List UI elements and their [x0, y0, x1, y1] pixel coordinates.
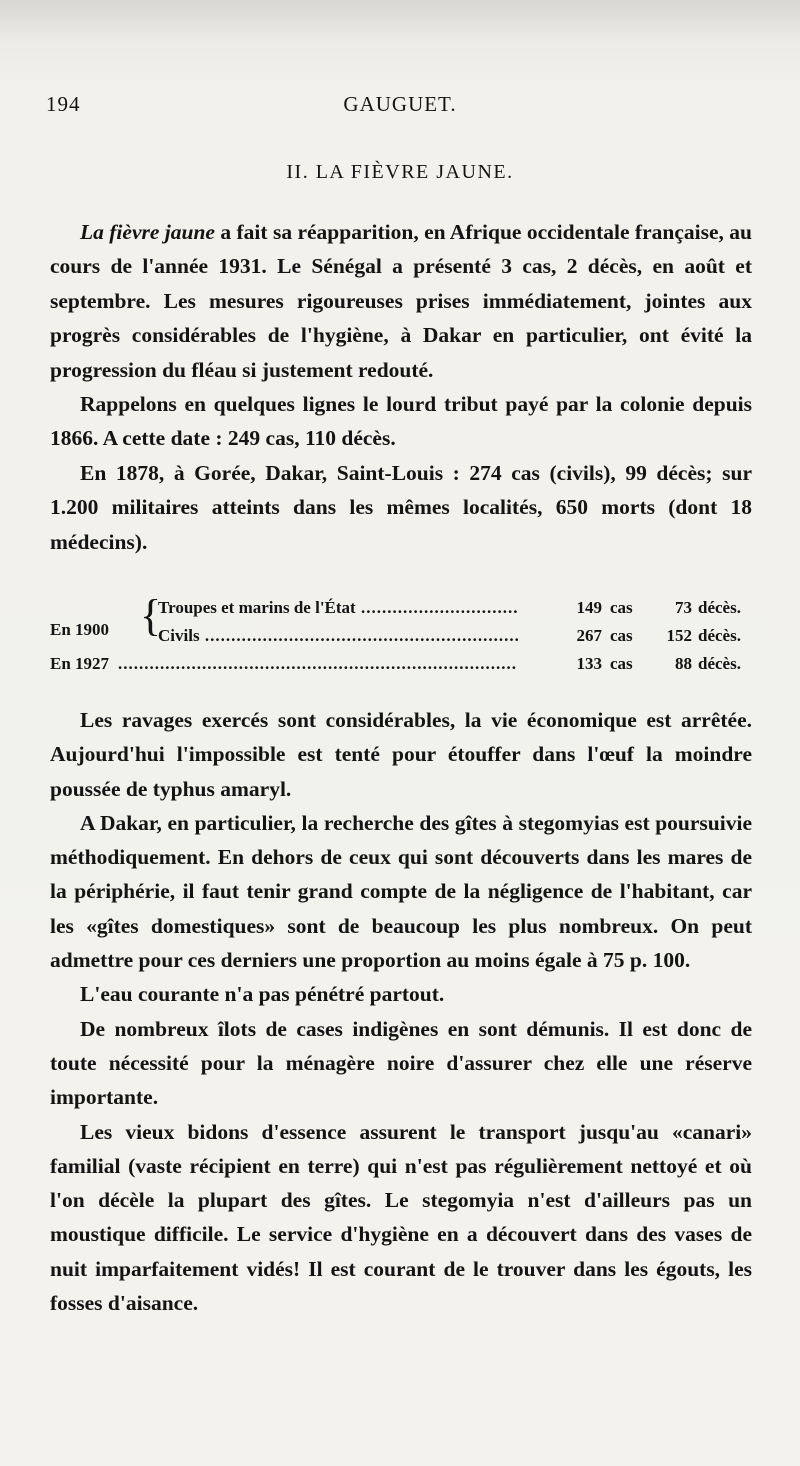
- running-title: GAUGUET.: [343, 92, 457, 116]
- paragraph: En 1878, à Gorée, Dakar, Saint-Louis : 274 cas (civils), 99 décès; sur 1.200 militaires atteints dans les mêmes localités, 650 morts (dont 18 médecins).: [50, 460, 752, 554]
- deaths-unit: décès.: [698, 626, 741, 645]
- paragraph: Rappelons en quelques lignes le lourd tribut payé par la colonie depuis 1866. A cette date : 249 cas, 110 décès.: [50, 392, 752, 451]
- row-label: Civils .....: [158, 626, 518, 646]
- deaths-value: 73: [675, 598, 692, 617]
- statistics-table: [50, 591, 752, 688]
- paragraph: L'eau courante n'a pas pénétré partout.: [80, 982, 445, 1007]
- deaths-unit: décès.: [698, 598, 741, 617]
- cases-value: 149: [576, 598, 602, 617]
- year-label-1927: En 1927: [50, 654, 110, 673]
- cases-unit: cas: [610, 654, 633, 673]
- running-head: [46, 92, 754, 118]
- row-label: Troupes et marins de l'État .....: [158, 598, 518, 618]
- paragraph-text: a fait sa réapparition, en Afrique occidentale française, au cours de l'année 1931. Le Sénégal a présenté 3 cas, 2 décès, en août et septembre. Les mesures rigoureuses prises immédiatement, jointes aux progrès considérables de l'hygiène, à Dakar en particulier, ont évité la progression du fléau si justement redouté.: [50, 220, 752, 382]
- paragraph: Les vieux bidons d'essence assurent le transport jusqu'au «canari» familial (vaste récipient en terre) qui n'est pas régulièrement nettoyé et où l'on décèle la plupart des gîtes. Le stegomyia n'est d'ailleurs pas un moustique difficile. Le service d'hygiène en a découvert dans des vases de nuit imparfaitement vidés! Il est courant de le trouver dans les égouts, les fosses d'aisance.: [50, 1119, 752, 1316]
- cases-value: 267: [576, 626, 602, 645]
- deaths-value: 152: [666, 626, 692, 645]
- row-label: [118, 654, 518, 674]
- page-number: 194: [46, 92, 81, 116]
- paragraph: [50, 215, 752, 387]
- paragraph: Les ravages exercés sont considérables, la vie économique est arrêtée. Aujourd'hui l'impossible est tenté pour étouffer dans l'œuf la moindre poussée de typhus amaryl.: [50, 708, 752, 801]
- year-label-1900: En 1900: [50, 620, 110, 639]
- cases-unit: cas: [610, 598, 633, 617]
- cases-value: 133: [576, 654, 602, 673]
- body-text: [50, 703, 752, 1320]
- deaths-unit: décès.: [698, 654, 741, 673]
- section-heading: II. LA FIÈVRE JAUNE.: [286, 161, 514, 183]
- italic-lead: La fièvre jaune: [80, 220, 215, 244]
- intro-text: [50, 215, 752, 559]
- paragraph: De nombreux îlots de cases indigènes en sont démunis. Il est donc de toute nécessité pour la ménagère noire d'assurer chez elle une réserve importante.: [50, 1016, 752, 1110]
- paragraph: A Dakar, en particulier, la recherche des gîtes à stegomyias est poursuivie méthodiquement. En dehors de ceux qui sont découverts dans les mares de la périphérie, il faut tenir grand compte de la négligence de l'habitant, car les «gîtes domestiques» sont de beaucoup les plus nombreux. On peut admettre pour ces derniers une proportion au moins égale à 75 p. 100.: [50, 810, 752, 973]
- deaths-value: 88: [675, 654, 692, 673]
- table-row: [50, 626, 752, 652]
- table-row: [50, 654, 752, 680]
- cases-unit: cas: [610, 626, 633, 645]
- brace-glyph: {: [140, 591, 162, 640]
